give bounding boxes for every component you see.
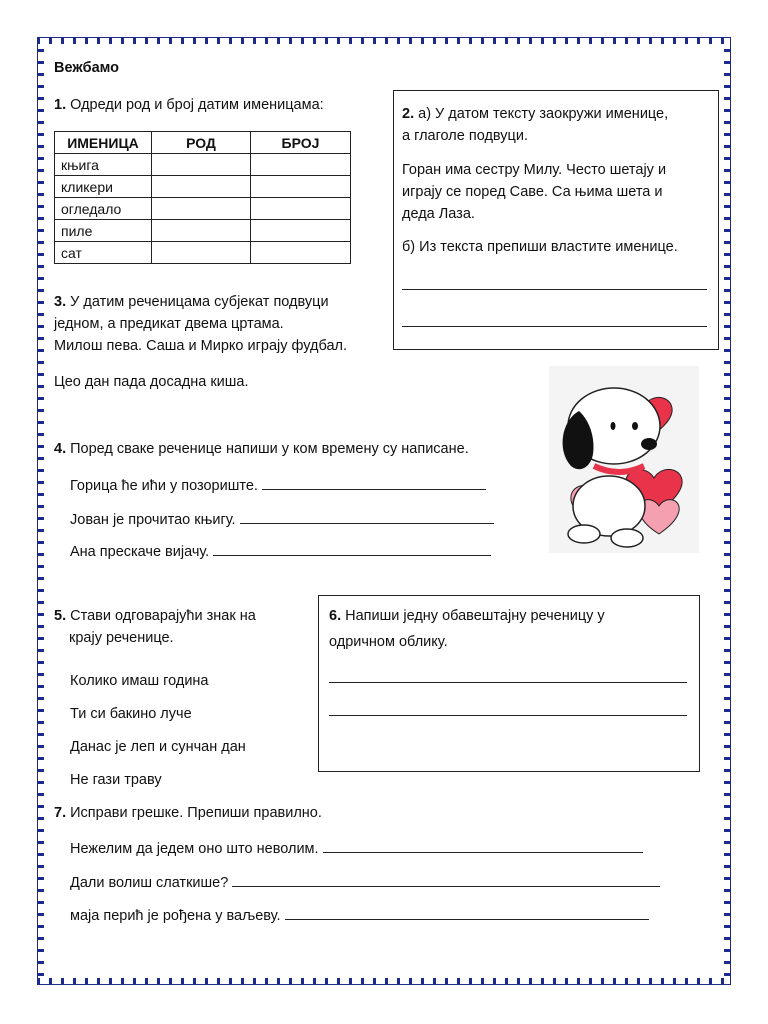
- noun-table: [54, 131, 351, 264]
- task2-passage: [402, 159, 712, 225]
- task7-sentence-3: [70, 905, 649, 924]
- table-header-row: [55, 132, 351, 154]
- task5-sentence: Ти си бакино луче: [70, 706, 192, 722]
- task2-box: [393, 90, 719, 350]
- task7-number: 7.: [54, 805, 67, 821]
- task4-text: Поред сваке реченице напиши у ком времену су написане.: [70, 441, 469, 457]
- answer-line[interactable]: [402, 289, 707, 290]
- passage-line: играју се поред Саве. Са њима шета и: [402, 184, 663, 200]
- task6-box: [318, 595, 700, 772]
- task5-sentence: Не гази траву: [70, 772, 162, 788]
- task4-sentence-2: [70, 509, 494, 528]
- noun-cell: пиле: [55, 220, 152, 242]
- task3-line2: једном, а предикат двема цртама.: [54, 316, 284, 332]
- answer-line[interactable]: [213, 541, 491, 556]
- answer-line[interactable]: [232, 872, 660, 887]
- task7-text: Исправи грешке. Препиши правилно.: [70, 805, 322, 821]
- sentence-text: Горица ће ићи у позориште.: [70, 478, 258, 494]
- task5-line2: крају реченице.: [69, 630, 174, 646]
- task4-sentence-1: [70, 475, 486, 494]
- task3-line1: У датим реченицама субјекат подвуци: [70, 294, 329, 310]
- number-cell[interactable]: [251, 220, 351, 242]
- table-row: [55, 242, 351, 264]
- answer-line[interactable]: [323, 838, 643, 853]
- snoopy-illustration: [549, 366, 699, 553]
- task1-number: 1.: [54, 97, 67, 113]
- worksheet-title: Вежбамо: [54, 60, 120, 76]
- task5-sentence: Колико имаш година: [70, 673, 209, 689]
- task2-a-text2: а глаголе подвуци.: [402, 128, 528, 144]
- noun-cell: огледало: [55, 198, 152, 220]
- sentence-text: Дали волиш слаткише?: [70, 875, 229, 891]
- table-row: [55, 154, 351, 176]
- noun-cell: кликери: [55, 176, 152, 198]
- table-row: [55, 176, 351, 198]
- gender-cell[interactable]: [152, 198, 251, 220]
- task5-line1: Стави одговарајући знак на: [70, 608, 256, 624]
- task3-number: 3.: [54, 294, 67, 310]
- task5-sentence: Данас је леп и сунчан дан: [70, 739, 246, 755]
- header-gender: РОД: [152, 132, 251, 154]
- table-row: [55, 198, 351, 220]
- gender-cell[interactable]: [152, 154, 251, 176]
- task2-b-text: б) Из текста препиши властите именице.: [402, 239, 678, 255]
- task7-sentence-2: [70, 872, 660, 891]
- number-cell[interactable]: [251, 242, 351, 264]
- task3: [54, 291, 394, 357]
- task6-line1: Напиши једну обавештајну реченицу у: [345, 608, 605, 624]
- task5-prompt: [54, 605, 304, 649]
- answer-line[interactable]: [262, 475, 486, 490]
- task6-number: 6.: [329, 608, 342, 624]
- gender-cell[interactable]: [152, 176, 251, 198]
- task3-line4: Цео дан пада досадна киша.: [54, 374, 249, 390]
- number-cell[interactable]: [251, 176, 351, 198]
- task6-line2: одричном облику.: [329, 634, 448, 650]
- task3-line3: Милош пева. Саша и Мирко играју фудбал.: [54, 338, 348, 354]
- answer-line[interactable]: [240, 509, 494, 524]
- task7-prompt: [54, 805, 322, 821]
- sentence-text: Нежелим да једем оно што неволим.: [70, 841, 319, 857]
- task1-prompt: [54, 97, 324, 113]
- noun-cell: сат: [55, 242, 152, 264]
- number-cell[interactable]: [251, 198, 351, 220]
- gender-cell[interactable]: [152, 220, 251, 242]
- answer-line[interactable]: [402, 326, 707, 327]
- passage-line: деда Лаза.: [402, 206, 475, 222]
- sentence-text: Јован је прочитао књигу.: [70, 512, 236, 528]
- noun-cell: књига: [55, 154, 152, 176]
- task2-prompt: [402, 103, 712, 147]
- header-number: БРОЈ: [251, 132, 351, 154]
- table-row: [55, 220, 351, 242]
- task1-text: Одреди род и број датим именицама:: [70, 97, 324, 113]
- header-noun: ИМЕНИЦА: [55, 132, 152, 154]
- task4-number: 4.: [54, 441, 67, 457]
- puppy-with-hearts-icon: [549, 366, 699, 553]
- gender-cell[interactable]: [152, 242, 251, 264]
- task6-prompt: [329, 603, 694, 655]
- task4-sentence-3: [70, 541, 491, 560]
- answer-line[interactable]: [329, 682, 687, 683]
- sentence-text: маја перић је рођена у ваљеву.: [70, 908, 281, 924]
- number-cell[interactable]: [251, 154, 351, 176]
- task5-number: 5.: [54, 608, 67, 624]
- answer-line[interactable]: [329, 715, 687, 716]
- task2-number: 2.: [402, 106, 415, 122]
- task7-sentence-1: [70, 838, 643, 857]
- sentence-text: Ана прескаче вијачу.: [70, 544, 210, 560]
- passage-line: Горан има сестру Милу. Често шетају и: [402, 162, 667, 178]
- task4-prompt: [54, 441, 469, 457]
- task2-a-text: а) У датом тексту заокружи именице,: [418, 106, 669, 122]
- answer-line[interactable]: [285, 905, 649, 920]
